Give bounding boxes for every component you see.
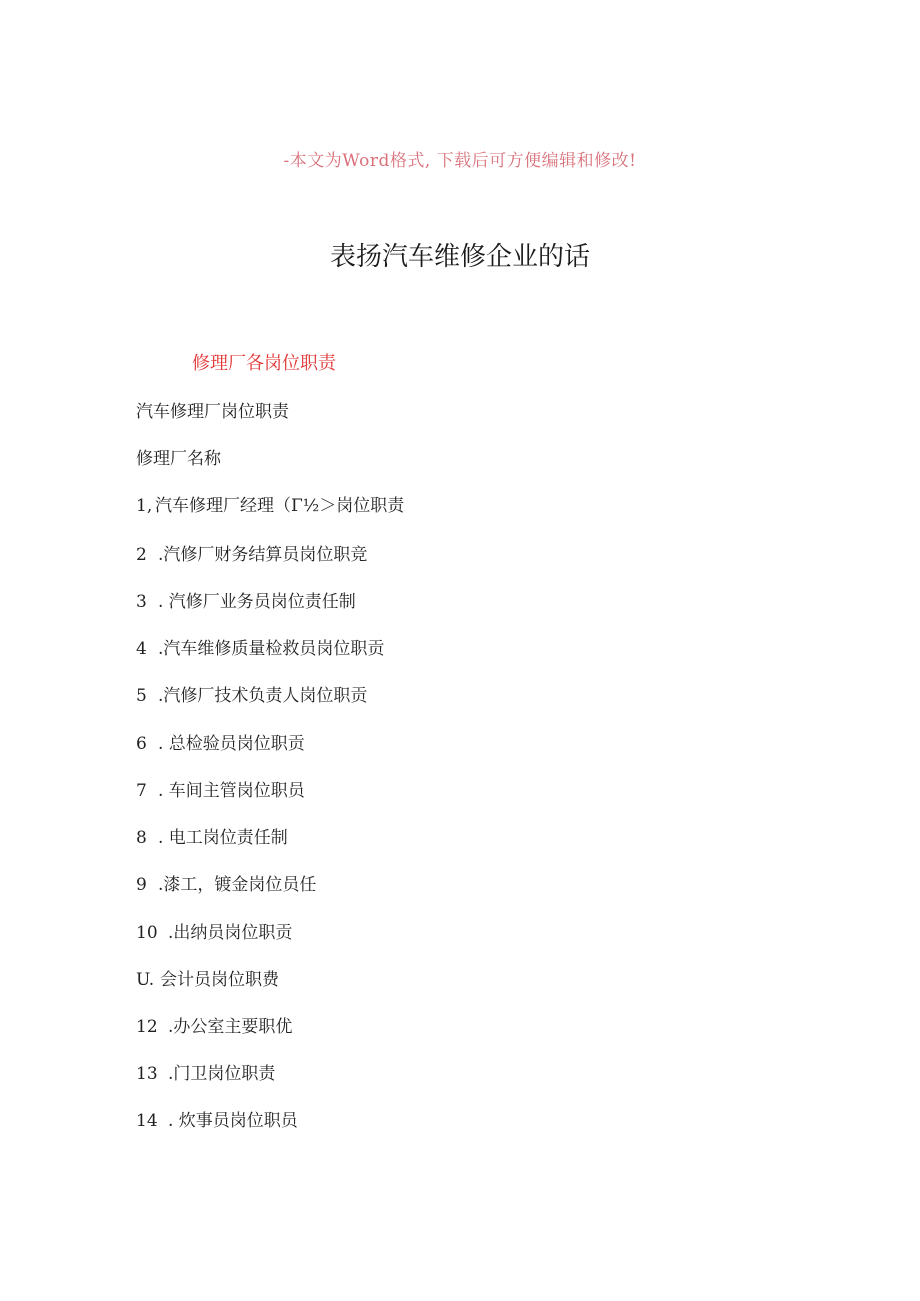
list-item-text: .出纳员岗位职贡 [168, 923, 293, 943]
list-item-number: 7 [136, 781, 147, 801]
list-item-text: .汽修厂财务结算员岗位职竞 [158, 545, 368, 565]
list-item-text: .门卫岗位职责 [168, 1064, 276, 1084]
list-item-number: 4 [136, 639, 147, 659]
list-item-text: . 车间主管岗位职员 [158, 781, 305, 801]
list-item-number: 8 [136, 828, 147, 848]
list-item [136, 823, 288, 848]
list-item [136, 587, 356, 612]
download-notice: -本文为Word格式, 下载后可方便编辑和修改! [283, 151, 637, 171]
list-item-number: 5 [136, 686, 147, 706]
list-item-text: 会计员岗位职费 [160, 970, 279, 990]
list-item [136, 776, 305, 801]
list-item-text: . 炊事员岗位职员 [168, 1111, 298, 1131]
list-item-text: . 总检验员岗位职贡 [158, 734, 305, 754]
list-item [136, 729, 305, 754]
list-item [136, 1106, 298, 1131]
document-title: 表扬汽车维修企业的话 [329, 242, 590, 272]
list-item-number: U. [136, 970, 155, 990]
list-item [136, 491, 404, 516]
list-item-text: .办公室主要职优 [168, 1017, 293, 1037]
list-item [136, 1059, 275, 1084]
list-item-text: .汽修厂技术负责人岗位职贡 [158, 686, 368, 706]
list-item [136, 1012, 292, 1037]
list-item [136, 634, 384, 659]
section-heading: 修理厂各岗位职责 [192, 353, 336, 374]
list-item-number: 10 [136, 923, 158, 943]
list-item-number: 14 [136, 1111, 158, 1131]
list-item-text: . 电工岗位责任制 [158, 828, 288, 848]
list-item [136, 965, 279, 990]
list-item-text: 汽车修理厂经理（Γ½＞岗位职责 [155, 496, 405, 516]
list-item-number: 1, [136, 496, 153, 516]
list-item [136, 681, 367, 706]
list-item-number: 9 [136, 875, 147, 895]
intro-line-workshop-duties: 汽车修理厂岗位职责 [136, 402, 289, 422]
list-item-text: . 汽修厂业务员岗位责任制 [158, 592, 356, 612]
list-item [136, 870, 316, 895]
list-item [136, 918, 292, 943]
list-item-number: 12 [136, 1017, 158, 1037]
list-item-number: 13 [136, 1064, 158, 1084]
list-item-text: .汽车维修质量检救员岗位职贡 [158, 639, 385, 659]
list-item [136, 540, 367, 565]
list-item-number: 6 [136, 734, 147, 754]
list-item-number: 2 [136, 545, 147, 565]
intro-line-workshop-name: 修理厂名称 [136, 449, 221, 469]
list-item-number: 3 [136, 592, 147, 612]
list-item-text: .漆工，镀金岗位员任 [158, 875, 317, 895]
